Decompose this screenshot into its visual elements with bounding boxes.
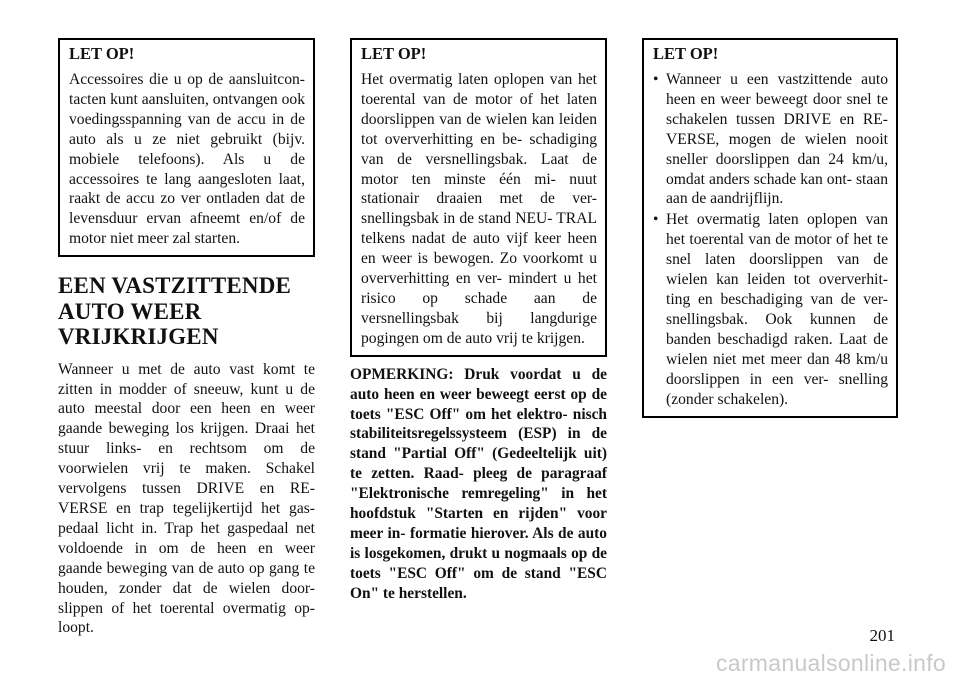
warning-title: LET OP! [653,44,719,63]
warning-text: Het overmatig laten oplopen van het toerental van de motor of het laten doorslippen van de wielen kan leiden tot oververhitting en be- schadiging van de versnellingsbak. Laat de motor ten minste één mi- nuut stationair draaien met de ver- snellingsbak in de stand NEU- TRAL telkens nadat de auto vijf keer heen en weer is bewogen. Zo voorkomt u oververhitting en ver- mindert u het risico op schade aan de versnellingsbak bij langdurige pogingen om de auto vrij te krijgen. [361,71,597,347]
watermark: carmanualsonline.info [715,650,946,676]
bullet-icon: • [653,211,659,229]
body-paragraph: Wanneer u met de auto vast komt te zitten in modder of sneeuw, kunt u de auto meestal door een heen en weer gaande beweging los krijgen. Draai het stuur links- en rechtsom om de voorwielen vrij te maken. Schakel vervolgens tussen DRIVE en RE- VERSE en trap tegelijkertijd het gas- pedaal licht in. Trap het gaspedaal net voldoende in om de heen en weer gaande beweging van de auto op gang te houden, zonder dat de wielen door- slippen of het toerental overmatig op- loopt. [58,360,315,637]
warning-box [642,38,898,418]
page-number: 201 [869,626,895,645]
note-paragraph: OPMERKING: Druk voordat u de auto heen en weer beweegt eerst op de toets "ESC Off" om het elektro- nisch stabiliteitsregelssysteem (ESP) in de stand "Partial Off" (Gedeeltelijk uit) te zetten. Raad- pleeg de paragraaf "Elektronische remregeling" in het hoofdstuk "Starten en rijden" voor meer in- formatie hierover. Als de auto is losgekomen, drukt u nogmaals op de toets "ESC Off" om de stand "ESC On" te herstellen. [350,365,607,602]
bullet-icon: • [653,71,659,88]
section-heading: EEN VASTZITTENDE AUTO WEER VRIJKRIJGEN [58,273,292,350]
column-1 [58,38,315,638]
warning-box [350,38,607,357]
bullet-text: Wanneer u een vastzittende auto heen en weer beweegt door snel te schakelen tussen DRIVE en RE- VERSE, mogen de wielen nooit sneller doorslippen dan 24 km/u, omdat anders schade kan ont- staan aan de aandrijflijn. [666,71,888,208]
bullet-item [653,210,888,409]
warning-text: Accessoires die u op de aansluitcon- tacten kunt aansluiten, ontvangen ook voedingsspanning van de accu in de auto als u ze niet gebruikt (bijv. mobiele telefoons). Als u de accessoires te lang aangesloten laat, raakt de accu zo ver ontladen dat de levensduur ervan afneemt en/of de motor niet meer zal starten. [69,71,306,248]
warning-bullet-list [653,70,888,409]
column-2 [350,38,607,604]
warning-title: LET OP! [361,44,427,63]
warning-title: LET OP! [69,44,135,63]
bullet-item [653,70,888,209]
warning-box [58,38,315,257]
column-3 [642,38,898,418]
bullet-text: Het overmatig laten oplopen van het toerental van de motor of het te snel laten doorslippen van de wielen kan leiden tot oververhit- ting en beschadiging van de ver- snellingsbak. Ook kunnen de banden beschadigd raken. Laat de wielen niet met meer dan 48 km/u doorslippen in een ver- snelling (zonder schakelen). [666,211,888,408]
